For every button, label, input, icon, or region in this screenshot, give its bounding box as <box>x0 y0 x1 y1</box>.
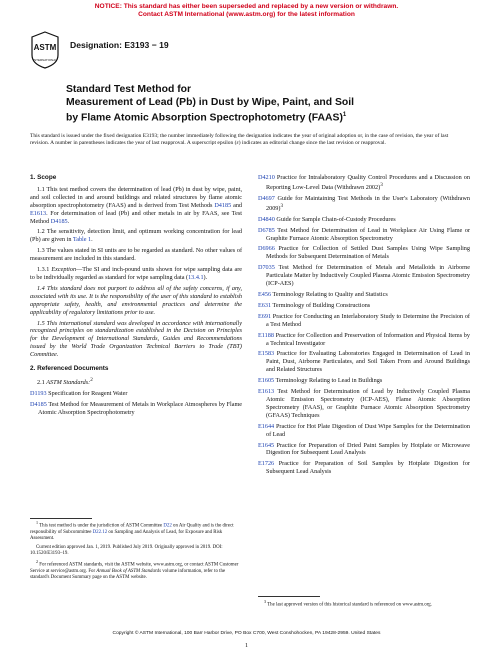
reference-code-link[interactable]: E1644 <box>258 422 275 430</box>
link-e1613[interactable]: E1613 <box>30 209 47 217</box>
reference-item <box>258 460 470 476</box>
link-d4185-2[interactable]: D4185 <box>50 217 68 225</box>
reference-title: Test Method for Determination of Lead in Workplace Air Using Flame or Graphite Furnace Atomic Absorption Spectrometry <box>266 226 470 242</box>
reference-item <box>258 245 470 261</box>
issue-note: This standard is issued under the fixed designation E3193; the number immediately following the designation indicates the year of original adoption or, in the case of revision, the year of last revision. A number in parentheses indicates the year of last reapproval. A superscript epsilon (ε) indicates an editorial change since the last revision or reapproval. <box>30 133 449 147</box>
link-table-1[interactable]: Table 1 <box>72 236 92 244</box>
reference-item <box>258 174 470 192</box>
link-d22[interactable]: D22 <box>163 523 172 529</box>
reference-item <box>258 195 470 213</box>
footnote-rule-right <box>258 596 320 597</box>
reference-title: Practice for Collection of Settled Dust Samples Using Wipe Sampling Methods for Subsequent Determination of Metals <box>266 245 470 261</box>
notice-banner <box>0 3 493 19</box>
scope-1-1: 1.1 This test method covers the determination of lead (Pb) in dust by wipe, paint, and soil collected in and around buildings and related structures by flame atomic absorption spectrophotometry (FAAS) and is derived from Test Methods D4185 and E1613. For determination of lead (Pb) and other metals in air by FAAS, see Test Method D4185. <box>30 185 243 225</box>
reference-footnote-marker: 3 <box>380 181 383 188</box>
title-footnote-marker: 1 <box>342 112 347 119</box>
reference-title: Test Method for Determination of Lead by Inductively Coupled Plasma Atomic Emission Spectrometry (ICP-AES), Flame Atomic Absorption Spectrometry (FAAS), or Graphite Furnace Atomic Absorption Spectrometry (GFAAS) Techniques <box>266 388 470 419</box>
reference-item <box>258 216 470 224</box>
reference-item <box>258 388 470 420</box>
reference-title: Practice for Evaluating Laboratories Engaged in Determination of Lead in Paint, Dust, Airborne Particulates, and Soil Taken From and Around Buildings and Related Structures <box>266 350 470 374</box>
scope-1-3-1: 1.3.1 Exception—The SI and inch-pound units shown for wipe sampling data are to be individually regarded as standard for wipe sampling data (13.4.1). <box>30 266 242 281</box>
reference-title: Specification for Reagent Water <box>46 389 128 397</box>
reference-code-link[interactable]: E1726 <box>258 460 275 468</box>
link-d4185[interactable]: D4185 <box>214 201 232 209</box>
reference-title: Practice for Hot Plate Digestion of Dust Wipe Samples for the Determination of Lead <box>266 422 470 438</box>
reference-code-link[interactable]: E631 <box>258 301 272 309</box>
link-13-4-1[interactable]: 13.4.1 <box>188 273 204 281</box>
reference-item <box>258 332 470 348</box>
reference-code-link[interactable]: D4185 <box>30 400 47 408</box>
reference-code-link[interactable]: D1193 <box>30 389 47 397</box>
reference-item <box>258 377 470 385</box>
reference-code-link[interactable]: D4840 <box>258 215 275 223</box>
reference-code-link[interactable]: D6966 <box>258 245 275 253</box>
notice-line-2: Contact ASTM International (www.astm.org) for the latest information <box>138 11 355 18</box>
reference-title: Practice for Preparation of Dried Paint Samples by Hotplate or Microwave Digestion for Subsequent Lead Analysis <box>266 441 470 457</box>
footnotes-left <box>30 520 242 584</box>
reference-title: Terminology Relating to Quality and Statistics <box>271 291 388 298</box>
title-line-2: Measurement of Lead (Pb) in Dust by Wipe, Paint, and Soil <box>66 97 354 109</box>
reference-code-link[interactable]: E456 <box>258 291 272 298</box>
reference-title: Test Method for Measurement of Metals in Workplace Atmospheres by Flame Atomic Absorption Spectrophotometry <box>38 400 242 416</box>
reference-item <box>258 442 470 458</box>
reference-item <box>258 291 470 299</box>
reference-code-link[interactable]: E1583 <box>258 350 275 358</box>
left-column <box>30 174 242 420</box>
page-number: 1 <box>244 642 249 649</box>
reference-item <box>258 227 470 243</box>
footnote-2: $^2$ For referenced ASTM standards, visit the ASTM website, www.astm.org, or contact ASTM Customer Service at service@astm.org. For Annual Book of ASTM Standards volume information, refer to the standard's Document Summary page on the ASTM website. <box>30 559 239 581</box>
astm-logo <box>30 31 60 69</box>
footnote-1: $^1$ This test method is under the jurisdiction of ASTM Committee D22 on Air Quality and is the direct responsibility of Subcommittee D22.12 on Sampling and Analysis of Lead, for Exposure and Risk Assessment. <box>30 520 234 542</box>
reference-code-link[interactable]: D4697 <box>258 194 275 202</box>
reference-code-link[interactable]: E1645 <box>258 441 275 449</box>
scope-1-4: 1.4 This standard does not purport to address all of the safety concerns, if any, associated with its use. It is the responsibility of the user of this standard to establish appropriate safety, health, and environmental practices and determine the applicability of regulatory limitations prior to use. <box>30 284 242 316</box>
reference-title: Test Method for Determination of Metals and Metalloids in Airborne Particulate Matter by Inductively Coupled Plasma Atomic Emission Spectrometry (ICP-AES) <box>266 264 470 288</box>
reference-code-link[interactable]: D6785 <box>258 226 275 234</box>
reference-item <box>258 302 470 310</box>
refs-heading: 2. Referenced Documents <box>30 365 109 373</box>
designation: Designation: E3193 − 19 <box>70 40 169 50</box>
reference-item <box>30 390 242 398</box>
reference-item <box>258 264 470 288</box>
scope-heading: 1. Scope <box>30 174 57 181</box>
title-line-1: Standard Test Method for <box>66 84 192 95</box>
scope-1-2: 1.2 The sensitivity, detection limit, and optimum working concentration for lead (Pb) are given in Table 1. <box>30 228 242 244</box>
logo-subtext: INTERNATIONAL <box>33 58 57 62</box>
reference-title: Practice for Intralaboratory Quality Control Procedures and a Discussion on Reporting Low-Level Data (Withdrawn 2002) <box>266 174 470 191</box>
reference-code-link[interactable]: D4210 <box>258 174 275 181</box>
reference-code-link[interactable]: E691 <box>258 312 272 320</box>
copyright: Copyright © ASTM International, 100 Barr Harbor Drive, PO Box C700, West Conshohocken, PA 19428-2959. United States <box>112 631 381 636</box>
footnote-1-edition: Current edition approved Jan. 1, 2019. Published July 2019. Originally approved in 2019. DOI: 10.1520/E3193–19. <box>30 544 223 556</box>
reference-code-link[interactable]: E1605 <box>258 377 275 385</box>
reference-item <box>258 313 470 329</box>
reference-title: Guide for Maintaining Test Methods in the User's Laboratory (Withdrawn 2009) <box>266 194 470 212</box>
reference-title: Terminology Relating to Lead in Buildings <box>274 377 383 385</box>
notice-line-1: NOTICE: This standard has either been superseded and replaced by a new version or withdrawn. <box>94 3 399 10</box>
scope-1-5: 1.5 This international standard was developed in accordance with internationally recognized principles on standardization established in the Decision on Principles for the Development of International Standards, Guides and Recommendations issued by the World Trade Organization Technical Barriers to Trade (TBT) Committee. <box>30 319 242 359</box>
reference-title: Terminology of Building Constructions <box>271 301 371 309</box>
reference-code-link[interactable]: D7035 <box>258 264 275 272</box>
link-d22-12[interactable]: D22.12 <box>92 529 108 535</box>
reference-title: Practice for Conducting an Interlaboratory Study to Determine the Precision of a Test Method <box>266 312 470 328</box>
refs-2-1: 2.1 ASTM Standards:$^2$ <box>37 376 93 386</box>
refs-list-right <box>258 174 470 476</box>
title-line-3: by Flame Atomic Absorption Spectrophotometry (FAAS) <box>66 112 343 124</box>
footnote-rule-left <box>30 518 92 519</box>
reference-footnote-marker: 3 <box>280 202 284 209</box>
reference-title: Guide for Sample Chain-of-Custody Procedures <box>274 215 396 223</box>
reference-item <box>258 423 470 439</box>
reference-code-link[interactable]: E1188 <box>258 331 274 339</box>
refs-list-left <box>30 390 242 417</box>
reference-item <box>258 350 470 374</box>
footnote-3: $^3$ The last approved version of this historical standard is referenced on www.astm.org. <box>264 599 432 608</box>
scope-1-3: 1.3 The values stated in SI units are to be regarded as standard. No other values of measurement are included in this standard. <box>30 247 242 263</box>
logo-letters: ASTM <box>33 43 57 52</box>
reference-title: Practice for Collection and Preservation of Information and Physical Items by a Technical Investigator <box>266 331 470 347</box>
document-title <box>66 83 466 125</box>
reference-item <box>30 401 242 417</box>
reference-title: Practice for Preparation of Soil Samples by Hotplate Digestion for Subsequent Lead Analysis <box>266 460 470 476</box>
reference-code-link[interactable]: E1613 <box>258 388 275 396</box>
right-column <box>258 174 470 479</box>
